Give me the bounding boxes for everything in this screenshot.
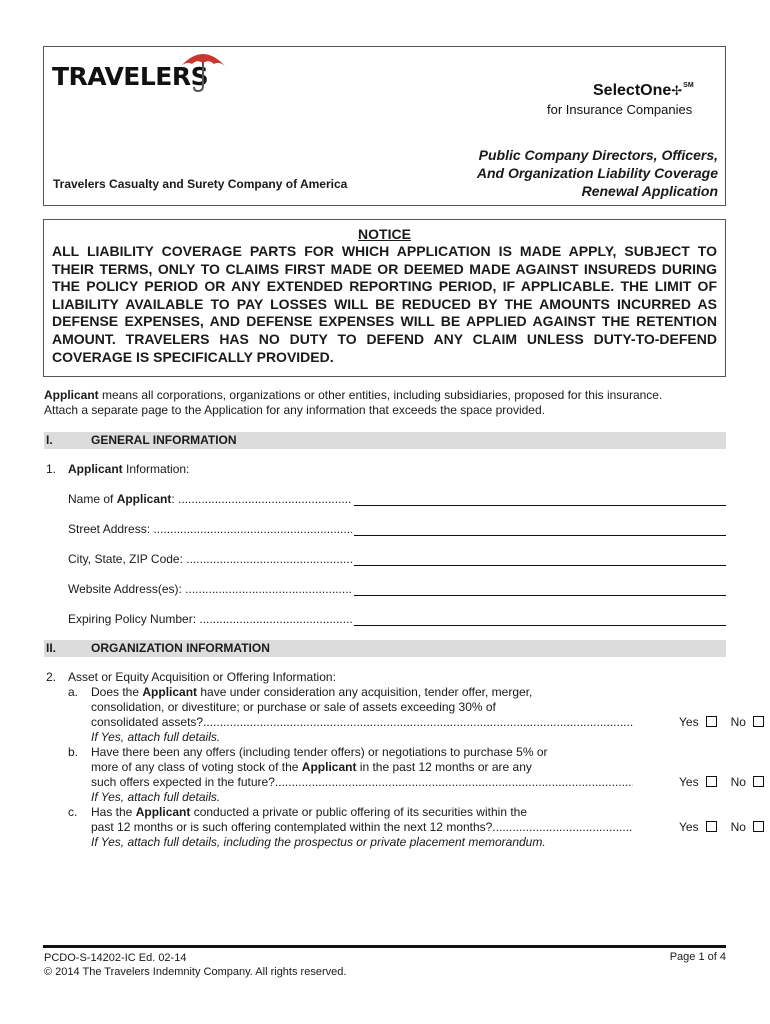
product-subtitle: for Insurance Companies — [547, 102, 693, 117]
applicant-name-input[interactable] — [354, 505, 726, 506]
product-name: SelectOne✢℠ — [593, 82, 694, 99]
expiring-policy-number-input[interactable] — [354, 625, 726, 626]
footer-divider — [43, 945, 726, 948]
footer-left — [44, 951, 346, 979]
form-number: PCDO-S-14202-IC Ed. 02-14 — [44, 952, 187, 964]
city-state-zip-input[interactable] — [354, 565, 726, 566]
checkbox-2c-yes[interactable] — [706, 821, 717, 832]
umbrella-icon — [178, 48, 228, 94]
section-general-information: I. GENERAL INFORMATION — [44, 432, 726, 449]
copyright: © 2014 The Travelers Indemnity Company. All rights reserved. — [44, 966, 347, 978]
expiring-policy-number-field[interactable]: Expiring Policy Number: ..... — [68, 612, 726, 628]
question-2 — [46, 670, 746, 850]
checkbox-2a-no[interactable] — [753, 716, 764, 727]
intro-text: Applicant means all corporations, organizations or other entities, including subsidiaries, proposed for this insurance. Attach a separate page to the Application for any information that exceeds the space provided. — [44, 388, 663, 417]
question-1-label: 1. Applicant Information: — [46, 462, 190, 476]
notice-box — [43, 219, 726, 377]
website-address-field[interactable]: Website Address(es): ..... — [68, 582, 726, 598]
page-number: Page 1 of 4 — [669, 951, 726, 963]
section-organization-information: II. ORGANIZATION INFORMATION — [44, 640, 726, 657]
notice-heading: NOTICE — [358, 226, 411, 242]
question-2-heading: 2. Asset or Equity Acquisition or Offering Information: — [46, 670, 336, 684]
star-icon: ✢ — [671, 83, 683, 98]
yes-no-2c: Yes No — [679, 820, 764, 835]
checkbox-2b-yes[interactable] — [706, 776, 717, 787]
yes-no-2a: Yes No — [679, 715, 764, 730]
travelers-logo — [52, 48, 232, 94]
logo-wordmark: TRAVELERS — [52, 62, 209, 91]
website-address-input[interactable] — [354, 595, 726, 596]
yes-no-2b: Yes No — [679, 775, 764, 790]
company-name: Travelers Casualty and Surety Company of America — [53, 177, 348, 191]
checkbox-2c-no[interactable] — [753, 821, 764, 832]
street-address-field[interactable]: Street Address: ..... — [68, 522, 726, 538]
street-address-input[interactable] — [354, 535, 726, 536]
city-state-zip-field[interactable]: City, State, ZIP Code: ..... — [68, 552, 726, 568]
question-2a: a. Does the Applicant have under consideration any acquisition, tender offer, merger, consolidation, or divestiture; or purchase or sale of assets exceeding 30% of consolidated assets? ..... Yes No If Yes, attach full details. — [46, 685, 726, 745]
question-2b: b. Have there been any offers (including tender offers) or negotiations to purchase 5% or more of any class of voting stock of the Applicant in the past 12 months or are any such offers expected in the future? ..... Yes No If Yes, attach full details. — [46, 745, 726, 805]
checkbox-2b-no[interactable] — [753, 776, 764, 787]
notice-body: ALL LIABILITY COVERAGE PARTS FOR WHICH APPLICATION IS MADE APPLY, SUBJECT TO THEIR TERMS, ONLY TO CLAIMS FIRST MADE OR DEEMED MADE AGAINST INSUREDS DURING THE POLICY PERIOD OR ANY EXTENDED REPORTING PERIOD, IF APPLICABLE. THE LIMIT OF LIABILITY AVAILABLE TO PAY LOSSES WILL BE REDUCED BY THE AMOUNTS INCURRED AS DEFENSE EXPENSES, AND DEFENSE EXPENSES WILL BE APPLIED AGAINST THE RETENTION AMOUNT. TRAVELERS HAS NO DUTY TO DEFEND ANY CLAIM UNLESS DUTY-TO-DEFEND COVERAGE IS SPECIFICALLY PROVIDED. — [52, 243, 717, 365]
document-title: Public Company Directors, Officers, And Organization Liability Coverage Renewal Application — [476, 147, 718, 199]
question-2c: c. Has the Applicant conducted a private or public offering of its securities within the past 12 months or is such offering contemplated within the next 12 months? ..... Yes No If Yes, attach full details, including the prospectus or private placement memorandum. — [46, 805, 726, 850]
checkbox-2a-yes[interactable] — [706, 716, 717, 727]
applicant-name-field[interactable]: Name of Applicant: ..... — [68, 492, 726, 508]
